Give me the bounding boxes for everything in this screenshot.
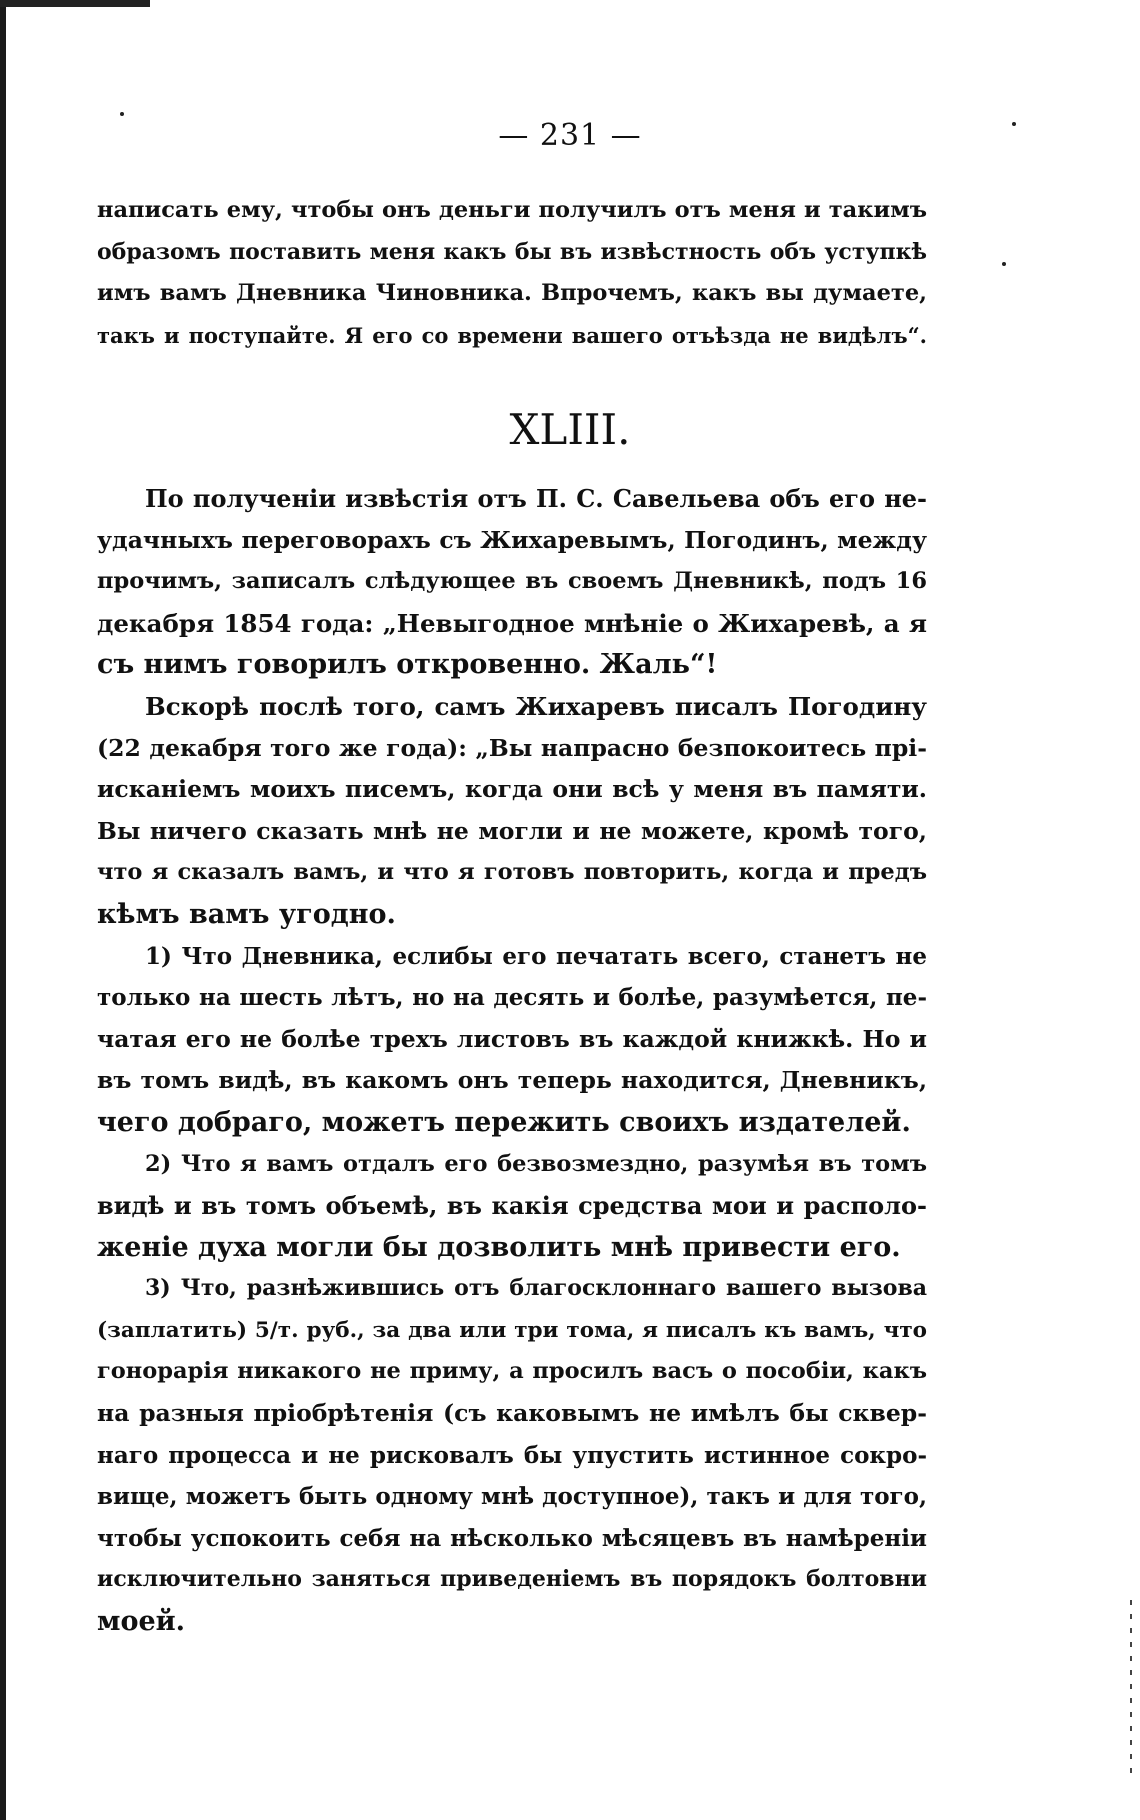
text-line: кѣмъ вамъ угодно. — [97, 898, 396, 930]
ink-speck — [120, 112, 124, 116]
text-line: видѣ и въ томъ объемѣ, въ какія средства мои и располо- — [97, 1191, 927, 1221]
text-line: исключительно заняться приведеніемъ въ порядокъ болтовни — [97, 1566, 927, 1593]
margin-scan-artifact — [1130, 1600, 1132, 1780]
text-line: исканіемъ моихъ писемъ, когда они всѣ у меня въ памяти. — [97, 775, 927, 804]
text-line: гонорарія никакого не приму, а просилъ васъ о пособіи, какъ — [97, 1358, 927, 1385]
text-line: 2) Что я вамъ отдалъ его безвозмездно, разумѣя въ томъ — [145, 1150, 927, 1177]
page-number: — 231 — — [498, 118, 642, 153]
text-line: чтобы успокоить себя на нѣсколько мѣсяцевъ въ намѣреніи — [97, 1524, 927, 1552]
text-line: чатая его не болѣе трехъ листовъ въ каждой книжкѣ. Но и — [97, 1024, 927, 1053]
page-binding-edge — [0, 0, 6, 1820]
ink-speck — [1002, 262, 1006, 266]
text-line: прочимъ, записалъ слѣдующее въ своемъ Дневникѣ, подъ 16 — [97, 568, 927, 595]
text-line: съ нимъ говорилъ откровенно. Жаль“! — [97, 649, 718, 681]
body-text — [97, 478, 927, 1643]
text-line: имъ вамъ Дневника Чиновника. Впрочемъ, какъ вы думаете, — [97, 280, 927, 307]
text-line: Вскорѣ послѣ того, самъ Жихаревъ писалъ Погодину — [145, 691, 927, 721]
text-line: на разныя пріобрѣтенія (съ каковымъ не имѣлъ бы сквер- — [97, 1399, 927, 1428]
text-line: женіе духа могли бы дозволить мнѣ привести его. — [97, 1231, 901, 1263]
text-line: 1) Что Дневника, еслибы его печатать всего, станетъ не — [145, 942, 927, 970]
text-line: вище, можетъ быть одному мнѣ доступное), такъ и для того, — [97, 1483, 927, 1511]
text-line: такъ и поступайте. Я его со времени вашего отъѣзда не видѣлъ“. — [97, 322, 927, 348]
text-line: въ томъ видѣ, въ какомъ онъ теперь находится, Дневникъ, — [97, 1066, 927, 1095]
text-line: наго процесса и не рисковалъ бы упустить истинное сокро- — [97, 1441, 927, 1469]
text-line: 3) Что, разнѣжившись отъ благосклоннаго вашего вызова — [145, 1275, 927, 1302]
section-heading: XLIII. — [509, 405, 631, 454]
text-line: чего добраго, можетъ пережить своихъ издателей. — [97, 1106, 911, 1138]
page-corner-mark — [0, 0, 150, 18]
text-line: Вы ничего сказать мнѣ не могли и не можете, кромѣ того, — [97, 816, 927, 845]
continuation-paragraph — [97, 190, 927, 356]
text-line: декабря 1854 года: „Невыгодное мнѣніе о Жихаревѣ, а я — [97, 608, 927, 638]
text-line: только на шесть лѣтъ, но на десять и болѣе, разумѣется, пе- — [97, 984, 927, 1012]
text-line: (22 декабря того же года): „Вы напрасно безпокоитесь прі- — [97, 733, 927, 762]
text-line: образомъ поставить меня какъ бы въ извѣстность объ уступкѣ — [97, 238, 927, 265]
text-line: удачныхъ переговорахъ съ Жихаревымъ, Погодинъ, между — [97, 525, 927, 554]
text-line: написать ему, чтобы онъ деньги получилъ отъ меня и такимъ — [97, 197, 927, 223]
text-line: По полученіи извѣстія отъ П. С. Савельева объ его не- — [145, 484, 927, 513]
text-line: (заплатить) 5/т. руб., за два или три тома, я писалъ къ вамъ, что — [97, 1317, 927, 1343]
text-line: что я сказалъ вамъ, и что я готовъ повторить, когда и предъ — [97, 859, 927, 886]
text-line: моей. — [97, 1606, 186, 1638]
